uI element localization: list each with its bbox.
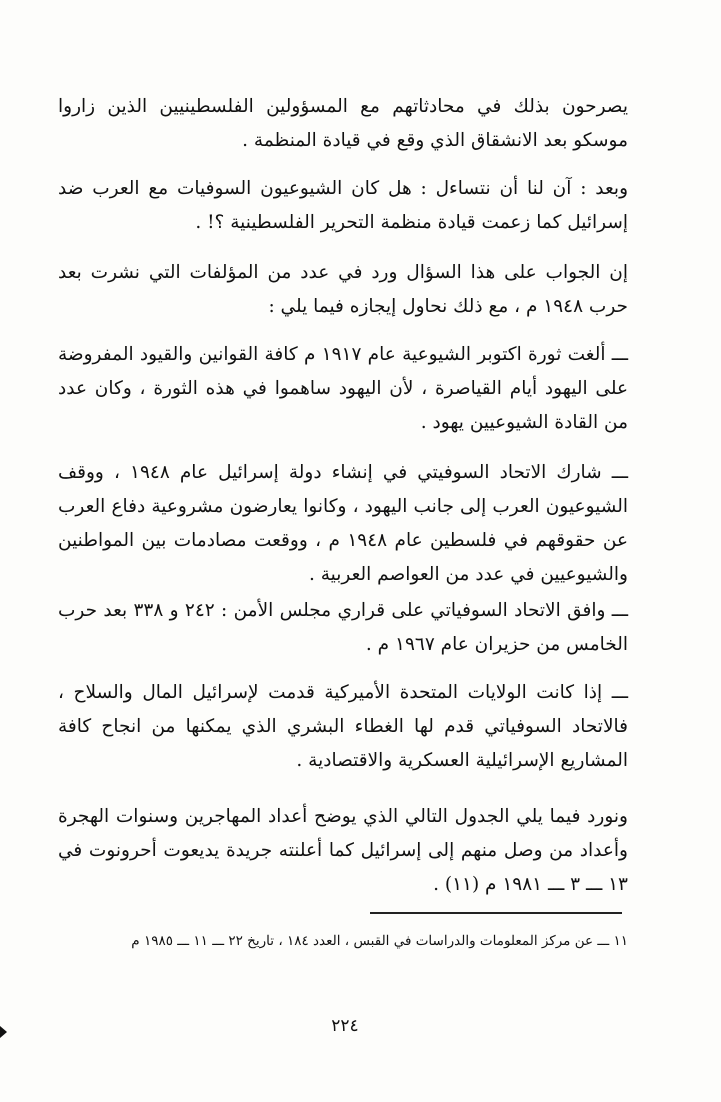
footnote-divider — [370, 912, 622, 914]
paragraph-3: إن الجواب على هذا السؤال ورد في عدد من المؤلفات التي نشرت بعد حرب ١٩٤٨ م ، مع ذلك نحاول إيجازه فيما يلي : — [58, 262, 628, 317]
footnote: ١١ ـــ عن مركز المعلومات والدراسات في القبس ، العدد ١٨٤ ، تاريخ ٢٢ ـــ ١١ ـــ ١٩٨٥ م — [131, 933, 628, 949]
paragraph-1: يصرحون بذلك في محادثاتهم مع المسؤولين الفلسطينيين الذين زاروا موسكو بعد الانشقاق الذي وقع في قيادة المنظمة . — [58, 96, 628, 151]
paragraph-7: ـــ إذا كانت الولايات المتحدة الأميركية قدمت لإسرائيل المال والسلاح ، فالاتحاد السوفياتي قدم لها الغطاء البشري الذي يمكنها من انجاح كافة المشاريع الإسرائيلية العسكرية والاقتصادية . — [58, 682, 628, 771]
paragraph-2: وبعد : آن لنا أن نتساءل : هل كان الشيوعيون السوفيات مع العرب ضد إسرائيل كما زعمت قيادة منظمة التحرير الفلسطينية ؟! . — [58, 178, 628, 233]
paragraph-4: ـــ ألغت ثورة اكتوبر الشيوعية عام ١٩١٧ م كافة القوانين والقيود المفروضة على اليهود أيام القياصرة ، لأن اليهود ساهموا في هذه الثورة ، وكان عدد من القادة الشيوعيين يهود . — [58, 344, 628, 433]
paragraph-5: ـــ شارك الاتحاد السوفيتي في إنشاء دولة إسرائيل عام ١٩٤٨ ، ووقف الشيوعيون العرب إلى جانب اليهود ، وكانوا يعارضون مشروعية دفاع العرب عن حقوقهم في فلسطين عام ١٩٤٨ م ، ووقعت مصادمات بين المواطنين والشيوعيين في عدد من العواصم العربية . — [58, 462, 629, 585]
scan-edge-mark — [0, 1026, 7, 1038]
page-number: ٢٢٤ — [331, 1016, 359, 1036]
paragraph-6: ـــ وافق الاتحاد السوفياتي على قراري مجلس الأمن : ٢٤٢ و ٣٣٨ بعد حرب الخامس من حزيران عام ١٩٦٧ م . — [58, 600, 628, 655]
paragraph-8: ونورد فيما يلي الجدول التالي الذي يوضح أعداد المهاجرين وسنوات الهجرة وأعداد من وصل منهم إلى إسرائيل كما أعلنته جريدة يديعوت أحرونوت في ١٣ ـــ ٣ ـــ ١٩٨١ م (١١) . — [58, 806, 628, 895]
